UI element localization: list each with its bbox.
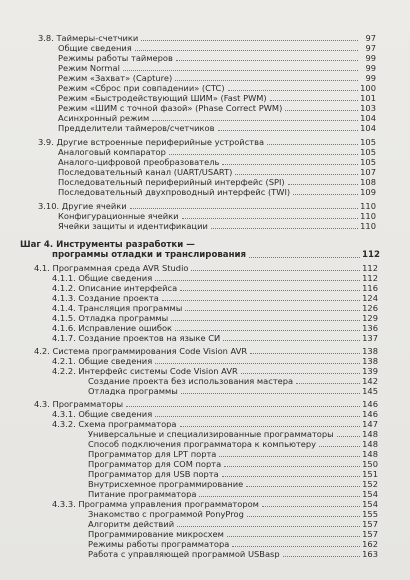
toc-entry-page: 112 xyxy=(362,273,378,283)
toc-entry xyxy=(20,240,376,250)
dot-leader xyxy=(283,556,360,557)
toc-entry-title: Работа с управляющей программой USBasp xyxy=(88,549,280,559)
toc-entry-title: 4.2.1. Общие сведения xyxy=(52,356,153,366)
toc-entry-page: 99 xyxy=(365,53,376,63)
toc-entry-title: Алгоритм действий xyxy=(88,519,175,529)
toc-entry xyxy=(88,479,378,489)
dot-leader xyxy=(185,310,360,311)
dot-leader xyxy=(293,194,358,195)
toc-entry-title: 3.10. Другие ячейки xyxy=(38,201,127,211)
dot-leader xyxy=(176,60,358,61)
toc-entry xyxy=(34,263,378,273)
toc-entry-title: Режимы работы программатора xyxy=(88,539,230,549)
toc-entry xyxy=(88,539,378,549)
toc-entry-title: Режим Normal xyxy=(58,63,120,73)
toc-entry xyxy=(52,313,378,323)
toc-entry-page: 146 xyxy=(362,409,378,419)
dot-leader xyxy=(222,164,358,165)
toc-entry-page: 129 xyxy=(362,313,378,323)
dot-leader xyxy=(296,383,360,384)
dot-leader xyxy=(141,40,358,41)
dot-leader xyxy=(155,280,360,281)
dot-leader xyxy=(241,373,360,374)
toc-entry-page: 110 xyxy=(360,221,376,231)
dot-leader xyxy=(319,446,360,447)
dot-leader xyxy=(175,80,358,81)
dot-leader xyxy=(219,456,360,457)
toc-entry xyxy=(58,63,376,73)
toc-entry-title: Программирование микросхем xyxy=(88,529,224,539)
dot-leader xyxy=(182,218,358,219)
toc-entry-title: Режим «Сброс при совпадении» (CTC) xyxy=(58,83,225,93)
toc-entry xyxy=(88,529,378,539)
dot-leader xyxy=(228,90,358,91)
toc-entry-title: Аналоговый компаратор xyxy=(58,147,166,157)
toc-entry-title: 4.1. Программная среда AVR Studio xyxy=(34,263,189,273)
toc-entry xyxy=(52,303,378,313)
dot-leader xyxy=(199,496,360,497)
toc-entry xyxy=(88,429,378,439)
toc-entry-title: Последовательный канал (UART/USART) xyxy=(58,167,233,177)
toc-entry-title: Предделители таймеров/счетчиков xyxy=(58,123,215,133)
toc-entry xyxy=(88,376,378,386)
dot-leader xyxy=(267,144,358,145)
toc-entry-title: Универсальные и специализированные программаторы xyxy=(88,429,334,439)
toc-entry-title: 4.2. Система программирования Code Vision AVR xyxy=(34,346,248,356)
dot-leader xyxy=(222,476,360,477)
dot-leader xyxy=(227,536,360,537)
toc-entry xyxy=(88,549,378,559)
dot-leader xyxy=(123,70,358,71)
dot-leader xyxy=(235,174,358,175)
toc-entry-title: Способ подключения программатора к компьютеру xyxy=(88,439,317,449)
toc-entry xyxy=(58,113,376,123)
toc-entry-page: 162 xyxy=(362,539,378,549)
toc-entry xyxy=(88,489,378,499)
dot-leader xyxy=(211,228,358,229)
toc-entry xyxy=(38,201,376,211)
toc-entry-page: 151 xyxy=(362,469,378,479)
toc-entry-page: 110 xyxy=(360,211,376,221)
toc-entry-page: 154 xyxy=(362,499,378,509)
dot-leader xyxy=(247,516,360,517)
toc-entry-page: 99 xyxy=(365,63,376,73)
toc-entry-title: 4.1.7. Создание проектов на языке СИ xyxy=(52,333,221,343)
toc-entry-page: 150 xyxy=(362,459,378,469)
dot-leader xyxy=(218,130,358,131)
dot-leader xyxy=(262,506,360,507)
toc-entry-title: Асинхронный режим xyxy=(58,113,150,123)
dot-leader xyxy=(270,100,358,101)
toc-entry xyxy=(58,53,376,63)
toc-entry-page: 104 xyxy=(360,113,376,123)
toc-entry xyxy=(88,386,378,396)
toc-entry-page: 147 xyxy=(362,419,378,429)
toc-entry xyxy=(58,211,376,221)
toc-entry-page: 97 xyxy=(365,43,376,53)
toc-entry-page: 109 xyxy=(360,187,376,197)
toc-entry-title: 3.9. Другие встроенные периферийные устройства xyxy=(38,137,265,147)
dot-leader xyxy=(191,270,360,271)
toc-entry-page: 148 xyxy=(362,429,378,439)
dot-leader xyxy=(177,526,360,527)
dot-leader xyxy=(130,208,358,209)
toc-entry-title: Режим «Захват» (Capture) xyxy=(58,73,173,83)
toc-entry-title: Программатор для COM порта xyxy=(88,459,222,469)
dot-leader xyxy=(249,257,360,258)
dot-leader xyxy=(126,406,360,407)
toc-entry-page: 139 xyxy=(362,366,378,376)
toc-entry xyxy=(88,519,378,529)
toc-entry xyxy=(58,187,376,197)
dot-leader xyxy=(169,154,358,155)
toc-entry xyxy=(34,346,378,356)
dot-leader xyxy=(171,320,360,321)
dot-leader xyxy=(337,436,360,437)
dot-leader xyxy=(152,120,358,121)
toc-entry-title: Питание программатора xyxy=(88,489,197,499)
toc-entry-page: 152 xyxy=(362,479,378,489)
dot-leader xyxy=(175,330,360,331)
toc-entry-page: 126 xyxy=(362,303,378,313)
toc-entry xyxy=(34,399,378,409)
toc-entry-page: 138 xyxy=(362,346,378,356)
toc-entry-page: 104 xyxy=(360,123,376,133)
toc-entry-page: 157 xyxy=(362,529,378,539)
toc-entry xyxy=(58,167,376,177)
toc-entry xyxy=(52,293,378,303)
toc-entry-page: 101 xyxy=(360,93,376,103)
toc-entry-title: 4.3.2. Схема программатора xyxy=(52,419,177,429)
toc-entry-title: 4.1.4. Трансляция программы xyxy=(52,303,183,313)
toc-entry-title: Общие сведения xyxy=(58,43,132,53)
toc-entry-page: 105 xyxy=(360,157,376,167)
toc-entry xyxy=(58,83,376,93)
toc-entry-title: Аналого-цифровой преобразователь xyxy=(58,157,220,167)
toc-entry-title: 4.2.2. Интерфейс системы Code Vision AVR xyxy=(52,366,238,376)
toc-entry xyxy=(88,509,378,519)
toc-entry-title: Внутрисхемное программирование xyxy=(88,479,244,489)
toc-entry-page: 148 xyxy=(362,449,378,459)
toc-entry-title: 4.1.3. Создание проекта xyxy=(52,293,159,303)
toc-entry-title: Конфигурационные ячейки xyxy=(58,211,179,221)
toc-entry xyxy=(52,333,378,343)
toc-entry xyxy=(58,157,376,167)
toc-entry-page: 124 xyxy=(362,293,378,303)
toc-entry xyxy=(52,356,378,366)
toc-entry-title: 4.3.1. Общие сведения xyxy=(52,409,153,419)
toc-entry-page: 105 xyxy=(360,147,376,157)
toc-entry-title: Ячейки защиты и идентификации xyxy=(58,221,208,231)
toc-entry xyxy=(58,123,376,133)
dot-leader xyxy=(232,546,360,547)
toc-entry-title: 3.8. Таймеры-счетчики xyxy=(38,33,139,43)
toc-entry-title: 4.1.5. Отладка программы xyxy=(52,313,169,323)
toc-entry xyxy=(58,43,376,53)
toc-entry-title: Программатор для LPT порта xyxy=(88,449,217,459)
toc-entry-page: 138 xyxy=(362,356,378,366)
toc-entry xyxy=(52,273,378,283)
toc-entry-title: 4.1.2. Описание интерфейса xyxy=(52,283,178,293)
toc-entry-page: 163 xyxy=(362,549,378,559)
toc-entry xyxy=(52,409,378,419)
toc-entry xyxy=(38,33,376,43)
toc-entry-title: Знакомство с программой PonyProg xyxy=(88,509,244,519)
toc-entry xyxy=(58,73,376,83)
toc-entry-page: 103 xyxy=(360,103,376,113)
dot-leader xyxy=(155,416,360,417)
toc-entry-page: 99 xyxy=(365,73,376,83)
toc-entry xyxy=(52,283,378,293)
toc-entry-title: программы отладки и транслирования xyxy=(52,250,247,260)
toc-entry-title: Режимы работы таймеров xyxy=(58,53,173,63)
toc-entry xyxy=(58,177,376,187)
toc-entry-page: 155 xyxy=(362,509,378,519)
toc-entry xyxy=(52,499,378,509)
toc-entry-page: 146 xyxy=(362,399,378,409)
toc-entry-title: Шаг 4. Инструменты разработки — xyxy=(20,240,195,250)
toc-entry-page: 136 xyxy=(362,323,378,333)
toc-entry-title: Создание проекта без использования мастера xyxy=(88,376,294,386)
dot-leader xyxy=(180,290,360,291)
toc-entry xyxy=(58,147,376,157)
toc-entry-title: Режим «Быстродействующий ШИМ» (Fast PWM) xyxy=(58,93,267,103)
toc-entry xyxy=(58,93,376,103)
toc-entry-page: 108 xyxy=(360,177,376,187)
toc-entry-page: 97 xyxy=(365,33,376,43)
toc-entry xyxy=(52,250,378,260)
dot-leader xyxy=(180,426,360,427)
toc-entry-title: Отладка программы xyxy=(88,386,178,396)
toc-entry-page: 112 xyxy=(362,250,380,260)
toc-entry xyxy=(52,366,378,376)
dot-leader xyxy=(224,466,360,467)
toc-entry-page: 110 xyxy=(360,201,376,211)
toc-entry-page: 112 xyxy=(362,263,378,273)
toc-entry-title: Режим «ШИМ с точной фазой» (Phase Correct PWM) xyxy=(58,103,283,113)
toc-entry-page: 100 xyxy=(360,83,376,93)
toc-entry-title: 4.1.6. Исправление ошибок xyxy=(52,323,173,333)
toc-entry-page: 145 xyxy=(362,386,378,396)
toc-entry-title: Последовательный двухпроводный интерфейс (TWI) xyxy=(58,187,291,197)
toc-entry-page: 137 xyxy=(362,333,378,343)
toc-entry xyxy=(88,439,378,449)
toc-entry-page: 116 xyxy=(362,283,378,293)
dot-leader xyxy=(155,363,360,364)
dot-leader xyxy=(181,393,360,394)
toc-entry xyxy=(88,469,378,479)
dot-leader xyxy=(288,184,358,185)
toc-entry xyxy=(58,221,376,231)
toc-entry xyxy=(52,419,378,429)
toc-entry-page: 142 xyxy=(362,376,378,386)
toc-entry-title: 4.3.3. Программа управления программатором xyxy=(52,499,259,509)
toc-entry xyxy=(88,459,378,469)
toc-entry-title: Программатор для USB порта xyxy=(88,469,219,479)
toc-entry-title: 4.3. Программаторы xyxy=(34,399,124,409)
toc-entry-page: 157 xyxy=(362,519,378,529)
dot-leader xyxy=(246,486,360,487)
toc-entry xyxy=(58,103,376,113)
dot-leader xyxy=(285,110,358,111)
dot-leader xyxy=(135,50,358,51)
toc-entry-page: 105 xyxy=(360,137,376,147)
toc-entry-title: Последовательный периферийный интерфейс (SPI) xyxy=(58,177,285,187)
dot-leader xyxy=(223,340,360,341)
toc-entry xyxy=(52,323,378,333)
dot-leader xyxy=(250,353,360,354)
toc-entry-page: 154 xyxy=(362,489,378,499)
toc-entry xyxy=(38,137,376,147)
toc-entry-page: 148 xyxy=(362,439,378,449)
toc-entry xyxy=(88,449,378,459)
toc-entry-page: 107 xyxy=(360,167,376,177)
toc-entry-title: 4.1.1. Общие сведения xyxy=(52,273,153,283)
dot-leader xyxy=(162,300,360,301)
